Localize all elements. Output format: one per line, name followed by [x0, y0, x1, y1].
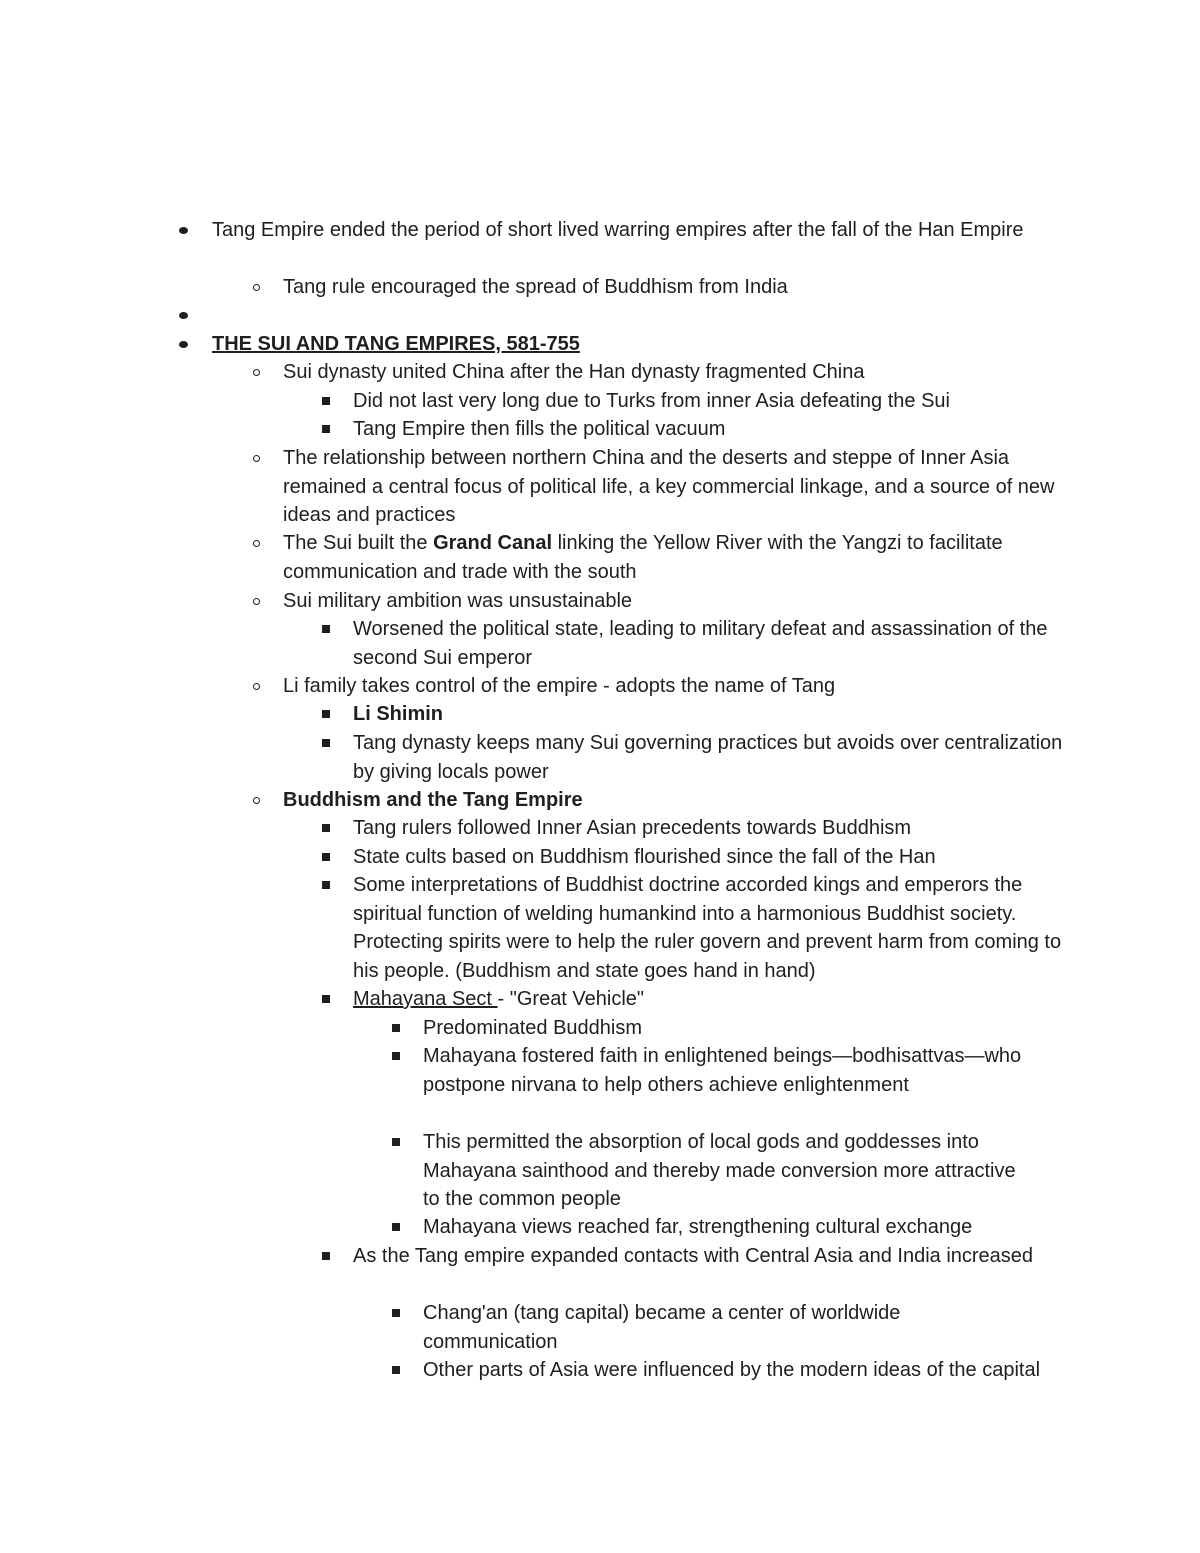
bullet-square	[316, 843, 336, 872]
bullet-square	[386, 1128, 406, 1157]
list-item-text: Sui military ambition was unsustainable	[283, 590, 633, 612]
bold-term: Grand Canal	[433, 532, 553, 554]
list-item-text: Tang Empire then fills the political vacuum	[353, 418, 726, 440]
list-item-text: Did not last very long due to Turks from inner Asia defeating the Sui	[353, 390, 950, 412]
list-item-text: Mahayana views reached far, strengthening cultural exchange	[423, 1216, 973, 1238]
list-item-text	[283, 529, 1073, 586]
bullet-circle	[246, 587, 266, 616]
list-item-text: Tang rule encouraged the spread of Buddhism from India	[283, 276, 788, 298]
bullet-circle	[246, 786, 266, 815]
bullet-square	[316, 985, 336, 1014]
bullet-dot	[173, 216, 193, 245]
list-item-text: Other parts of Asia were influenced by the modern ideas of the capital	[423, 1359, 1041, 1381]
section-heading: THE SUI AND TANG EMPIRES, 581-755	[212, 333, 580, 355]
bullet-square	[386, 1299, 406, 1328]
list-item-text: Some interpretations of Buddhist doctrine accorded kings and emperors the spiritual function of welding humankind into a harmonious Buddhist society. Protecting spirits were to help the ruler govern and prevent harm from coming to his people. (Buddhism and state goes hand in hand)	[353, 874, 1062, 982]
list-item-text: Predominated Buddhism	[423, 1017, 643, 1039]
bullet-circle	[246, 529, 266, 558]
bullet-square	[386, 1042, 406, 1071]
bullet-circle	[246, 358, 266, 387]
bullet-square	[386, 1014, 406, 1043]
underlined-term: Mahayana Sect	[353, 988, 498, 1010]
bullet-circle	[246, 273, 266, 302]
list-item-text: As the Tang empire expanded contacts with Central Asia and India increased	[353, 1245, 1034, 1267]
bullet-dot	[173, 301, 193, 330]
bullet-square	[316, 871, 336, 900]
list-item-text: State cults based on Buddhism flourished since the fall of the Han	[353, 846, 936, 868]
bullet-square	[316, 814, 336, 843]
bullet-square	[386, 1213, 406, 1242]
bullet-square	[316, 415, 336, 444]
list-item-text: Buddhism and the Tang Empire	[283, 789, 583, 811]
list-item-text: This permitted the absorption of local gods and goddesses into Mahayana sainthood and thereby made conversion more attractive to the common people	[423, 1131, 1016, 1210]
list-item-text: Tang rulers followed Inner Asian precedents towards Buddhism	[353, 817, 912, 839]
list-item-text: Sui dynasty united China after the Han dynasty fragmented China	[283, 361, 865, 383]
bullet-square	[316, 1242, 336, 1271]
bullet-square	[316, 615, 336, 644]
list-item-text: Tang Empire ended the period of short lived warring empires after the fall of the Han Empire	[212, 219, 1024, 241]
list-item-text: Worsened the political state, leading to military defeat and assassination of the second Sui emperor	[353, 618, 1048, 669]
list-item-text: Tang dynasty keeps many Sui governing practices but avoids over centralization by giving locals power	[353, 732, 1063, 783]
list-item-text: Li Shimin	[353, 703, 443, 725]
bullet-square	[316, 387, 336, 416]
list-item-text: Chang'an (tang capital) became a center of worldwide communication	[423, 1302, 901, 1353]
bullet-circle	[246, 444, 266, 473]
list-item-text: Mahayana fostered faith in enlightened beings—bodhisattvas—who postpone nirvana to help others achieve enlightenment	[423, 1045, 1022, 1096]
bullet-square	[316, 729, 336, 758]
list-item-text: The relationship between northern China and the deserts and steppe of Inner Asia remained a central focus of political life, a key commercial linkage, and a source of new ideas and practices	[283, 447, 1055, 526]
bullet-dot	[173, 330, 193, 359]
text-segment: - "Great Vehicle"	[497, 988, 645, 1010]
list-item-text	[353, 985, 1073, 1014]
list-item-text: Li family takes control of the empire - adopts the name of Tang	[283, 675, 836, 697]
bullet-circle	[246, 672, 266, 701]
bullet-square	[316, 700, 336, 729]
text-segment: The Sui built the	[283, 532, 434, 554]
bullet-square	[386, 1356, 406, 1385]
text-segment: linking the Yellow River with the Yangzi to facilitate communication and trade with the south	[283, 532, 1003, 583]
